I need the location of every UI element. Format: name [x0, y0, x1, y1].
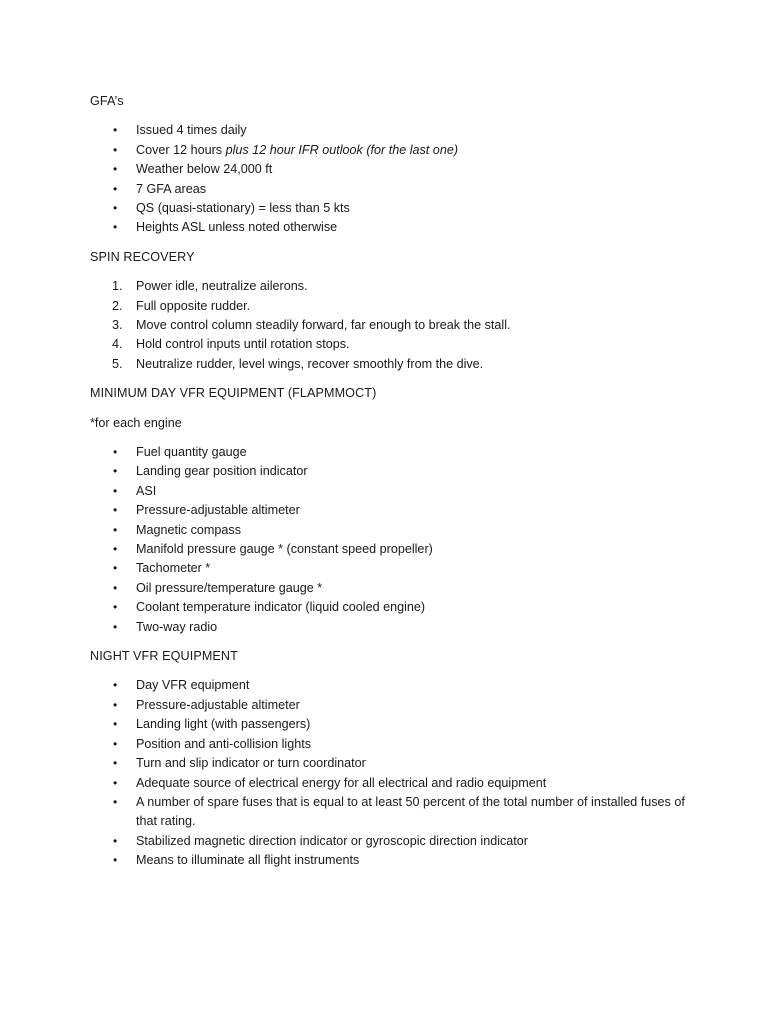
list-item	[90, 160, 690, 179]
list-item-text: Move control column steadily forward, far enough to break the stall.	[136, 318, 511, 333]
step-number: 3.	[112, 318, 123, 333]
list-item	[90, 521, 690, 540]
bullet-icon: •	[113, 162, 118, 177]
bullet-icon: •	[113, 678, 118, 693]
list-item	[90, 676, 690, 695]
list-item-text: ASI	[136, 483, 157, 498]
bullet-icon: •	[113, 123, 118, 138]
engine-note: *for each engine	[90, 415, 182, 430]
list-item-text: Landing light (with passengers)	[136, 717, 311, 732]
gfa-heading: GFA’s	[90, 94, 124, 108]
list-item	[90, 832, 690, 851]
bullet-icon: •	[113, 464, 118, 479]
list-item	[90, 735, 690, 754]
bullet-icon: •	[113, 142, 118, 157]
bullet-icon: •	[113, 717, 118, 732]
list-item	[90, 715, 690, 734]
list-item-text: Position and anti-collision lights	[136, 736, 312, 751]
list-item-text: Oil pressure/temperature gauge *	[136, 580, 323, 595]
list-item	[90, 696, 690, 715]
list-item-text: Magnetic compass	[136, 522, 241, 537]
list-item-text: Two-way radio	[136, 619, 218, 634]
spin-recovery-heading: SPIN RECOVERY	[90, 249, 195, 264]
list-item	[90, 482, 690, 501]
list-item	[90, 754, 690, 773]
list-item	[90, 559, 690, 578]
list-item	[90, 540, 690, 559]
bullet-icon: •	[113, 561, 118, 576]
list-item	[90, 462, 690, 481]
list-item-text: 7 GFA areas	[136, 181, 207, 196]
step-number: 2.	[112, 298, 123, 313]
bullet-icon: •	[113, 483, 118, 498]
list-item-text: Issued 4 times daily	[136, 123, 247, 138]
list-item-text: Landing gear position indicator	[136, 464, 308, 479]
bullet-icon: •	[113, 220, 118, 235]
bullet-icon: •	[113, 503, 118, 518]
day-vfr-list	[90, 443, 690, 637]
list-item	[90, 180, 690, 199]
spin-recovery-list	[90, 277, 690, 374]
list-item	[90, 774, 690, 793]
step-number: 4.	[112, 337, 123, 352]
step-number: 5.	[112, 356, 123, 371]
list-item	[90, 335, 690, 354]
list-item-text: Means to illuminate all flight instruments	[136, 853, 360, 868]
list-item	[90, 141, 690, 160]
list-item-text: Pressure-adjustable altimeter	[136, 697, 300, 712]
document-page	[90, 92, 690, 881]
bullet-icon: •	[113, 201, 118, 216]
bullet-icon: •	[113, 580, 118, 595]
list-item	[90, 579, 690, 598]
bullet-icon: •	[113, 756, 118, 771]
list-item-text: Heights ASL unless noted otherwise	[136, 220, 338, 235]
list-item	[90, 793, 690, 832]
bullet-icon: •	[113, 619, 118, 634]
bullet-icon: •	[113, 833, 118, 848]
bullet-icon: •	[113, 600, 118, 615]
list-item	[90, 851, 690, 870]
list-item-text: Power idle, neutralize ailerons.	[136, 279, 308, 294]
list-item-text: QS (quasi-stationary) = less than 5 kts	[136, 201, 350, 216]
step-number: 1.	[112, 279, 123, 294]
bullet-icon: •	[113, 853, 118, 868]
list-item	[90, 355, 690, 374]
list-item	[90, 199, 690, 218]
list-item	[90, 218, 690, 237]
list-item-italic-text: plus 12 hour IFR outlook (for the last one)	[225, 142, 459, 157]
gfa-list	[90, 121, 690, 237]
day-vfr-heading: MINIMUM DAY VFR EQUIPMENT (FLAPMMOCT)	[90, 386, 377, 401]
night-vfr-heading: NIGHT VFR EQUIPMENT	[90, 649, 238, 664]
list-item	[90, 316, 690, 335]
list-item-text: Manifold pressure gauge * (constant speed propeller)	[136, 542, 433, 557]
night-vfr-list	[90, 676, 690, 870]
bullet-icon: •	[113, 445, 118, 460]
list-item	[90, 277, 690, 296]
bullet-icon: •	[113, 181, 118, 196]
bullet-icon: •	[113, 542, 118, 557]
list-item-text: Coolant temperature indicator (liquid cooled engine)	[136, 600, 426, 615]
list-item-text: Stabilized magnetic direction indicator or gyroscopic direction indicator	[136, 833, 528, 848]
list-item	[90, 501, 690, 520]
list-item	[90, 618, 690, 637]
bullet-icon: •	[113, 775, 118, 790]
list-item	[90, 297, 690, 316]
list-item-text: Tachometer *	[136, 561, 211, 576]
bullet-icon: •	[113, 736, 118, 751]
list-item-text: Pressure-adjustable altimeter	[136, 503, 300, 518]
list-item-text: Cover 12 hours	[136, 142, 226, 157]
list-item-text: Day VFR equipment	[136, 678, 250, 693]
list-item-text: Neutralize rudder, level wings, recover smoothly from the dive.	[136, 356, 484, 371]
list-item	[90, 598, 690, 617]
list-item-text: Adequate source of electrical energy for all electrical and radio equipment	[136, 775, 547, 790]
list-item	[90, 121, 690, 140]
bullet-icon: •	[113, 697, 118, 712]
list-item	[90, 443, 690, 462]
list-item-text: A number of spare fuses that is equal to at least 50 percent of the total number of installed fuses of that rating.	[136, 794, 685, 829]
list-item-text: Full opposite rudder.	[136, 298, 251, 313]
bullet-icon: •	[113, 794, 118, 809]
bullet-icon: •	[113, 522, 118, 537]
list-item-text: Hold control inputs until rotation stops.	[136, 337, 350, 352]
list-item-text: Fuel quantity gauge	[136, 445, 247, 460]
list-item-text: Weather below 24,000 ft	[136, 162, 273, 177]
list-item-text: Turn and slip indicator or turn coordinator	[136, 756, 366, 771]
